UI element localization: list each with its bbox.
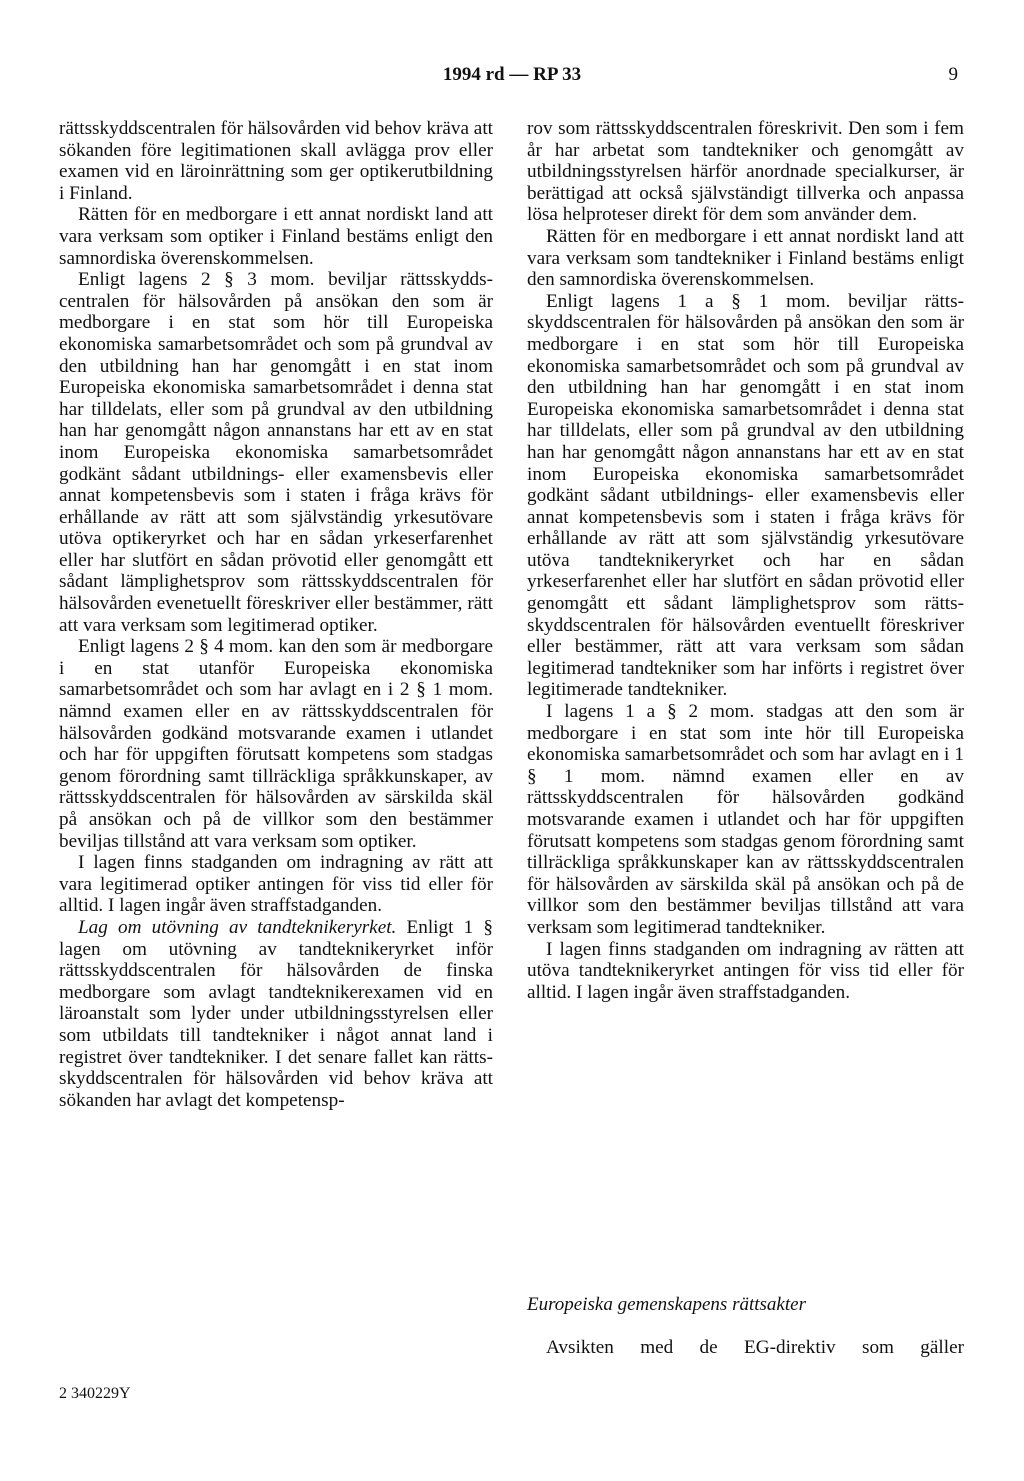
paragraph: Enligt lagens 2 § 3 mom. beviljar rättsskyddscentralen för hälsovården på ansökan den som är medborgare i en stat som hör till Europeiska ekonomiska samarbetsområdet och som på grundval av den utbildning han har genomgått i en stat inom Europeiska ekonomiska samarbetsområdet i denna stat har tilldelats, eller som på grundval av den utbildning han har genomgått någon annanstans har ett av en stat inom Europeiska ekonomiska samarbetsområdet godkänt sådant utbildnings- eller examensbevis eller annat kompetensbevis som i staten i fråga krävs för erhållande av rätt att som självständig yrkesutövare utöva optikeryrket och har en sådan yrkeserfarenhet eller har slutfört en sådan prövotid eller genomgått ett sådant lämplighetsprov som rättsskyddscentralen för hälsovården evenetuellt föreskriver eller bestämmer, rätt att vara verksam som legitimerad optiker. xyxy=(59,269,493,636)
paragraph: rättsskyddscentralen för hälsovården vid behov kräva att sökanden före legitimationen skall avlägga prov eller examen vid en läroinrättning som ger optikerutbildning i Finland. xyxy=(59,118,493,204)
paragraph: I lagens 1 a § 2 mom. stadgas att den som är medborgare i en stat som inte hör till Europeiska ekonomiska samarbetsområdet och som har avlagt en i 1 § 1 mom. nämnd examen eller en av rättsskyddscentralen för hälsovården godkänd motsvarande examen i utlandet och har för uppgiften förutsatt kompetens som stadgas genom förordning samt tillräckliga språkkunskaper kan av rättsskyddscentralen för hälsovården av särskilda skäl på ansökan och på de villkor som den bestämmer beviljas tillstånd att vara verksam som legitimerad tandtekniker. xyxy=(527,701,964,938)
running-title: 1994 rd — RP 33 xyxy=(442,64,582,85)
right-column xyxy=(527,118,964,1003)
paragraph-text: Enligt 1 § lagen om utövning av tandteknikeryrket inför rättsskyddscentralen för hälsovården de finska medborgare som avlagt tandteknikerexamen vid en läroanstalt som lyder under utbildningsstyrelsen eller som utbildats till tandtekniker i något annat land i registret över tandtekniker. I det senare fallet kan rättsskyddscentralen för hälsovården vid behov kräva att sökanden har avlagt det kompetensp- xyxy=(59,916,493,1111)
paragraph: rov som rättsskyddscentralen föreskrivit. Den som i fem år har arbetat som tandtekniker och genomgått av utbildningsstyrelsen härför anordnade specialkurser, är berättigad att också självständigt tillverka och anpassa lösa helproteser direkt för dem som använder dem. xyxy=(527,118,964,226)
page-header xyxy=(0,64,1024,94)
paragraph: I lagen finns stadganden om indragning av rätten att utöva tandteknikeryrket antingen för viss tid eller för alltid. I lagen ingår även straffstadganden. xyxy=(527,938,964,1003)
page-number: 9 xyxy=(948,64,958,85)
paragraph: Rätten för en medborgare i ett annat nordiskt land att vara verksam som optiker i Finland bestäms enligt den samnordiska överenskommelsen. xyxy=(59,204,493,269)
section-heading: Europeiska gemenskapens rättsakter xyxy=(527,1294,806,1315)
paragraph xyxy=(59,917,493,1111)
paragraph: I lagen finns stadganden om indragning av rätt att vara legitimerad optiker antingen för viss tid eller för alltid. I lagen ingår även straffstadganden. xyxy=(59,852,493,917)
print-code: 2 340229Y xyxy=(59,1385,131,1402)
law-title: Lag om utövning av tandteknikeryrket. xyxy=(78,916,397,938)
section-first-line: Avsikten med de EG-direktiv som gäller xyxy=(546,1337,964,1358)
paragraph: Enligt lagens 1 a § 1 mom. beviljar rättsskyddscentralen för hälsovården på ansökan den som är medborgare i en stat som hör till Europeiska ekonomiska samarbetsområdet och som på grundval av den utbildning han har genomgått i en stat inom Europeiska ekonomiska samarbetsområdet i denna stat har tilldelats, eller som på grundval av den utbildning han har genomgått någon annanstans har ett av en stat inom Europeiska ekonomiska samarbetsområdet godkänt sådant utbildnings- eller examensbevis eller annat kompetensbevis som i staten i fråga krävs för erhållande av rätt att som självständig yrkesutövare utöva tandteknikeryrket och har en sådan yrkeserfarenhet eller har slutfört en sådan prövotid eller genomgått ett sådant lämplighetsprov som rättsskyddscentralen för hälsovården eventuellt föreskriver eller bestämmer, rätt att vara verksam som sådan legitimerad tandtekniker som har införts i registret över legitimerade tandtekniker. xyxy=(527,290,964,701)
paragraph: Enligt lagens 2 § 4 mom. kan den som är medborgare i en stat utanför Europeiska ekonomiska samarbetsområdet och som har avlagt en i 2 § 1 mom. nämnd examen eller en av rättsskyddscentralen för hälsovården godkänd motsvarande examen i utlandet och har för uppgiften förutsatt kompetens som stadgas genom förordning samt tillräckliga språkkunskaper, av rättsskyddscentralen för hälsovården av särskilda skäl på ansökan och på de villkor som den bestämmer beviljas tillstånd att vara verksam som optiker. xyxy=(59,636,493,852)
paragraph: Rätten för en medborgare i ett annat nordiskt land att vara verksam som tandtekniker i Finland bestäms enligt den samnordiska överenskommelsen. xyxy=(527,225,964,291)
left-column xyxy=(59,118,493,1111)
